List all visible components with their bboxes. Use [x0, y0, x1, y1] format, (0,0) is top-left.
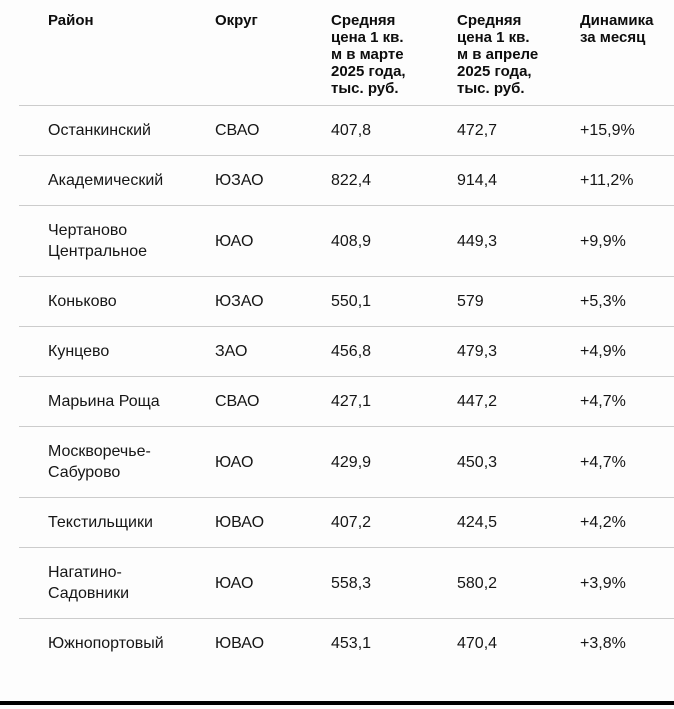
cell-okrug: ЮАО: [215, 206, 331, 277]
cell-district: Марьина Роща: [19, 377, 215, 427]
cell-okrug: ЮЗАО: [215, 156, 331, 206]
table-row: [19, 106, 674, 156]
header-district: [19, 0, 215, 106]
cell-price-april: 580,2: [457, 548, 580, 619]
cell-okrug: ЮАО: [215, 548, 331, 619]
header-price-april: [457, 0, 580, 106]
cell-district: Кунцево: [19, 327, 215, 377]
header-price-march-label: Средняя цена 1 кв. м в марте 2025 года, тыс. руб.: [331, 12, 406, 97]
cell-okrug: ЮЗАО: [215, 277, 331, 327]
table-row: [19, 277, 674, 327]
table-row: [19, 156, 674, 206]
cell-price-march: 550,1: [331, 277, 457, 327]
cell-price-april: 579: [457, 277, 580, 327]
cell-price-march: 429,9: [331, 427, 457, 498]
cell-okrug: СВАО: [215, 377, 331, 427]
cell-district: Текстильщики: [19, 498, 215, 548]
cell-okrug: ЮВАО: [215, 498, 331, 548]
cell-district: Южнопортовый: [19, 619, 215, 669]
bottom-border: [0, 701, 674, 705]
table-row: [19, 619, 674, 669]
table-row: [19, 327, 674, 377]
cell-price-april: 449,3: [457, 206, 580, 277]
cell-price-march: 407,2: [331, 498, 457, 548]
header-dynamics-label: Динамика за месяц: [580, 12, 654, 46]
header-district-label: Район: [48, 12, 94, 29]
cell-district: Академический: [19, 156, 215, 206]
table-row: [19, 377, 674, 427]
cell-price-april: 914,4: [457, 156, 580, 206]
cell-price-april: 470,4: [457, 619, 580, 669]
header-row: [19, 0, 674, 106]
table-row: [19, 548, 674, 619]
cell-district: Нагатино-Садовники: [19, 548, 215, 619]
cell-dynamics: +9,9%: [580, 206, 674, 277]
cell-okrug: СВАО: [215, 106, 331, 156]
cell-district: Коньково: [19, 277, 215, 327]
cell-okrug: ЮВАО: [215, 619, 331, 669]
cell-okrug: ЮАО: [215, 427, 331, 498]
header-dynamics: [580, 0, 674, 106]
cell-dynamics: +3,8%: [580, 619, 674, 669]
table-row: [19, 498, 674, 548]
cell-price-march: 453,1: [331, 619, 457, 669]
cell-price-april: 424,5: [457, 498, 580, 548]
cell-dynamics: +4,7%: [580, 377, 674, 427]
cell-price-april: 447,2: [457, 377, 580, 427]
cell-dynamics: +4,7%: [580, 427, 674, 498]
cell-price-march: 558,3: [331, 548, 457, 619]
cell-dynamics: +15,9%: [580, 106, 674, 156]
header-okrug: [215, 0, 331, 106]
header-price-march: [331, 0, 457, 106]
cell-dynamics: +4,2%: [580, 498, 674, 548]
cell-dynamics: +4,9%: [580, 327, 674, 377]
district-price-table: [19, 0, 674, 668]
cell-district: Москворечье-Сабурово: [19, 427, 215, 498]
cell-price-april: 450,3: [457, 427, 580, 498]
cell-price-march: 407,8: [331, 106, 457, 156]
cell-dynamics: +11,2%: [580, 156, 674, 206]
table-row: [19, 206, 674, 277]
cell-price-march: 408,9: [331, 206, 457, 277]
cell-okrug: ЗАО: [215, 327, 331, 377]
cell-price-march: 822,4: [331, 156, 457, 206]
cell-dynamics: +5,3%: [580, 277, 674, 327]
cell-price-april: 472,7: [457, 106, 580, 156]
header-okrug-label: Округ: [215, 12, 258, 29]
cell-district: Чертаново Центральное: [19, 206, 215, 277]
table-row: [19, 427, 674, 498]
cell-price-april: 479,3: [457, 327, 580, 377]
cell-price-march: 427,1: [331, 377, 457, 427]
cell-dynamics: +3,9%: [580, 548, 674, 619]
header-price-april-label: Средняя цена 1 кв. м в апреле 2025 года, тыс. руб.: [457, 12, 539, 97]
cell-price-march: 456,8: [331, 327, 457, 377]
cell-district: Останкинский: [19, 106, 215, 156]
